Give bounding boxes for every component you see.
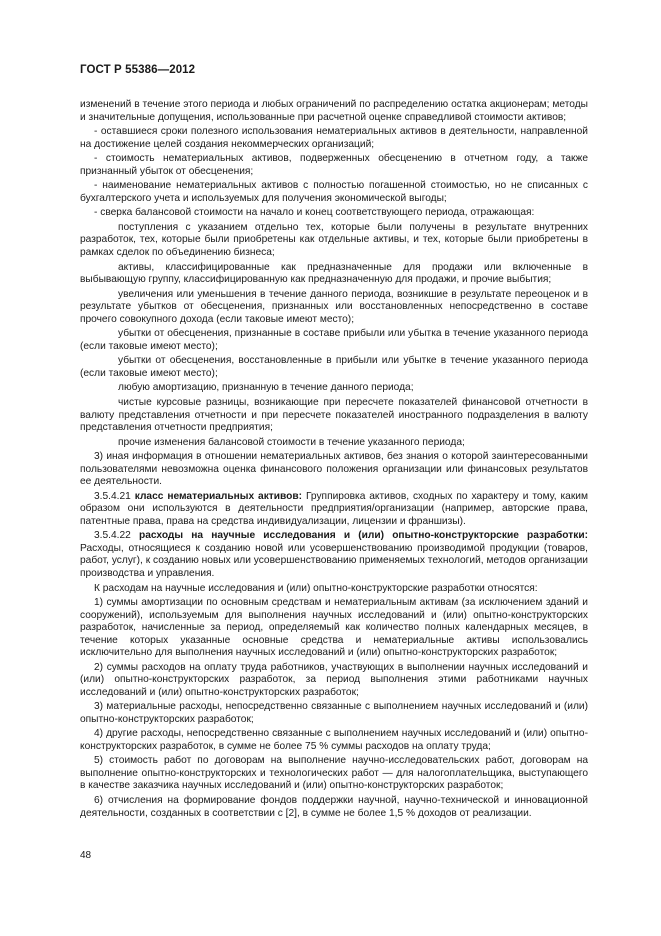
body-paragraph [80,289,588,327]
body-paragraph [80,583,588,596]
body-paragraph [80,755,588,793]
paragraph-text: 6) отчисления на формирование фондов поддержки научной, научно-технической и инновационной деятельности, созданных в соответствии с [2], в сумме не более 1,5 % доходов от реализации. [80,795,588,819]
body-paragraph [80,328,588,353]
body-paragraph [80,222,588,260]
body-paragraph [80,701,588,726]
document-body [80,99,588,822]
paragraph-text: прочие изменения балансовой стоимости в течение указанного периода; [118,436,465,448]
paragraph-text: любую амортизацию, признанную в течение данного периода; [118,382,414,394]
paragraph-text: изменений в течение этого периода и любых ограничений по распределению остатка акционерам; методы и значительные допущения, использованные при расчетной оценке справедливой стоимости активов; [80,99,588,123]
paragraph-text: 1) суммы амортизации по основным средствам и нематериальным активам (за исключением зданий и сооружений), используемым для выполнения научных исследований и (или) опытно-конструкторских разработок, начисленные за период, определяемый как количество полных календарных месяцев, в течение которых указанные основные средства и нематериальные активы использовались исключительно для выполнения научных исследований и (или) опытно-конструкторских разработок; [80,597,588,659]
paragraph-text: 3) иная информация в отношении нематериальных активов, без знания о которой заинтересованными пользователями невозможна оценка финансового положения организации или финансовых результатов ее деятельности. [80,451,588,488]
body-paragraph [80,451,588,489]
paragraph-text: убытки от обесценения, восстановленные в прибыли или убытке в течение указанного периода (если таковые имеют место); [80,355,588,379]
definition-paragraph [80,491,588,529]
definition-paragraph [80,530,588,580]
clause-number: 3.5.4.21 [94,490,135,502]
defined-term: расходы на научные исследования и (или) опытно-конструкторские разработки: [138,530,588,542]
body-paragraph [80,662,588,700]
paragraph-text: Расходы, относящиеся к созданию новой или усовершенствованию производимой продукции (товаров, работ, услуг), к созданию новых или усовершенствованию применяемых технологий, методов организации производства и управления. [80,542,588,579]
paragraph-text: - оставшиеся сроки полезного использования нематериальных активов в деятельности, направленной на достижение целей создания некоммерческих организаций; [80,126,588,150]
paragraph-text: 5) стоимость работ по договорам на выполнение научно-исследовательских работ, договорам на выполнение опытно-конструкторских и технологических работ — для налогоплательщика, выступающего в качестве заказчика научных исследований и (или) опытно-конструкторских разработок; [80,755,588,792]
paragraph-text: активы, классифицированные как предназначенные для продажи или включенные в выбывающую группу, классифицированную как предназначенную для продажи, и прочие выбытия; [80,261,588,286]
paragraph-text: Группировка активов, сходных по характеру и тому, каким образом они используются в деятельности предприятия/организации (например, авторские права, патентные права, права на средства индивидуализации, лицензии и франшизы). [80,490,588,527]
body-paragraph [80,437,588,450]
body-paragraph [80,795,588,820]
paragraph-text: поступления с указанием отдельно тех, которые были получены в результате внутренних разработок, тех, которые были приобретены как отдельные активы, и тех, которые были приобретены в рамках сделок по объединению бизнеса; [80,221,588,258]
page-number: 48 [80,850,92,861]
body-paragraph [80,597,588,660]
paragraph-text: К расходам на научные исследования и (или) опытно-конструкторские разработки относятся: [94,582,538,594]
body-paragraph [80,126,588,151]
body-paragraph [80,207,588,220]
body-paragraph [80,180,588,205]
paragraph-text: 2) суммы расходов на оплату труда работников, участвующих в выполнении научных исследований и (или) опытно-конструкторских разработок, за период выполнения этими работниками научных исследований и (или) опытно-конструкторских разработок; [80,661,588,698]
document-header: ГОСТ Р 55386—2012 [80,64,196,76]
paragraph-text: - стоимость нематериальных активов, подверженных обесценению в отчетном году, а также признанный убыток от обесценения; [80,153,588,177]
body-paragraph [80,262,588,287]
paragraph-text: 3) материальные расходы, непосредственно связанные с выполнением научных исследований и (или) опытно-конструкторских разработок; [80,701,588,725]
paragraph-text: чистые курсовые разницы, возникающие при пересчете показателей финансовой отчетности в валюту представления отчетности и при пересчете показателей иностранного подразделения в валюту представления отчетности предприятия; [80,397,588,434]
body-paragraph [80,153,588,178]
body-paragraph [80,99,588,124]
body-paragraph [80,382,588,395]
paragraph-text: - наименование нематериальных активов с полностью погашенной стоимостью, но не списанных с бухгалтерского учета и используемых для получения экономической выгоды; [80,180,588,204]
paragraph-text: убытки от обесценения, признанные в составе прибыли или убытка в течение указанного периода (если таковые имеют место); [80,328,588,352]
paragraph-text: увеличения или уменьшения в течение данного периода, возникшие в результате переоценок и в результате убытков от обесценения, признанных или восстановленных непосредственно в составе прочего совокупного дохода (если таковые имеют место); [80,288,588,325]
body-paragraph [80,355,588,380]
defined-term: класс нематериальных активов: [134,490,303,502]
paragraph-text: - сверка балансовой стоимости на начало и конец соответствующего периода, отражающая: [94,207,535,219]
body-paragraph [80,397,588,435]
paragraph-text: 4) другие расходы, непосредственно связанные с выполнением научных исследований и (или) опытно-конструкторских разработок, в сумме не более 75 % суммы расходов на оплату труда; [80,728,588,752]
body-paragraph [80,728,588,753]
clause-number: 3.5.4.22 [94,530,139,542]
